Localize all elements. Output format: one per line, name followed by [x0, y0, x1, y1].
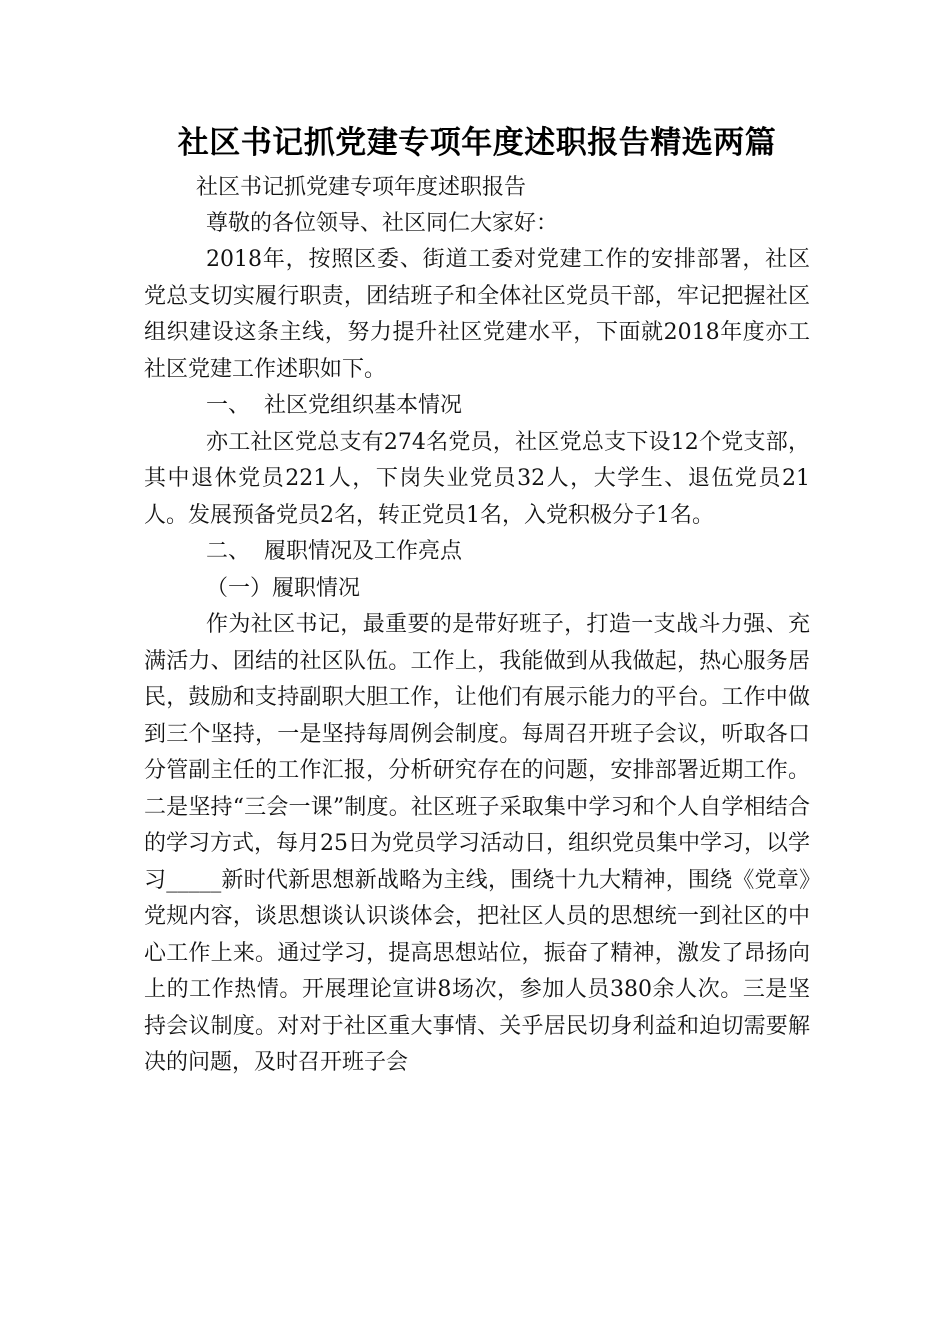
greeting: 尊敬的各位领导、社区同仁大家好： [206, 211, 559, 236]
section2-heading: 二、 履职情况及工作亮点 [206, 539, 462, 564]
document-title: 社区书记抓党建专项年度述职报告精选两篇 [177, 125, 777, 161]
section2-paragraph: 作为社区书记，最重要的是带好班子，打造一支战斗力强、充满活力、团结的社区队伍。工作上，我能做到从我做起，热心服务居民，鼓励和支持副职大胆工作，让他们有展示能力的平台。工作中做到三个坚持，一是坚持每周例会制度。每周召开班子会议，听取各口分管副主任的工作汇报，分析研究存在的问题，安排部署近期工作。二是坚持“三会一课”制度。社区班子采取集中学习和个人自学相结合的学习方式，每月25日为党员学习活动日，组织党员集中学习，以学习_____新时代新思想新战略为主线，围绕十九大精神，围绕《党章》党规内容，谈思想谈认识谈体会，把社区人员的思想统一到社区的中心工作上来。通过学习，提高思想站位，振奋了精神，激发了昂扬向上的工作热情。开展理论宣讲8场次，参加人员380余人次。三是坚持会议制度。对对于社区重大事情、关乎居民切身利益和迫切需要解决的问题，及时召开班子会 [144, 612, 810, 1075]
document-subtitle: 社区书记抓党建专项年度述职报告 [196, 175, 527, 200]
document-page [144, 118, 810, 1082]
section1-paragraph: 亦工社区党总支有274名党员，社区党总支下设12个党支部，其中退休党员221人，下岗失业党员32人，大学生、退伍党员21人。发展预备党员2名，转正党员1名，入党积极分子1名。 [144, 429, 810, 528]
section2-subheading: （一）履职情况 [206, 575, 361, 601]
intro-paragraph: 2018年，按照区委、街道工委对党建工作的安排部署，社区党总支切实履行职责，团结班子和全体社区党员干部，牢记把握社区组织建设这条主线，努力提升社区党建水平，下面就2018年度亦工社区党建工作述职如下。 [144, 247, 810, 382]
section1-heading: 一、 社区党组织基本情况 [206, 393, 462, 418]
